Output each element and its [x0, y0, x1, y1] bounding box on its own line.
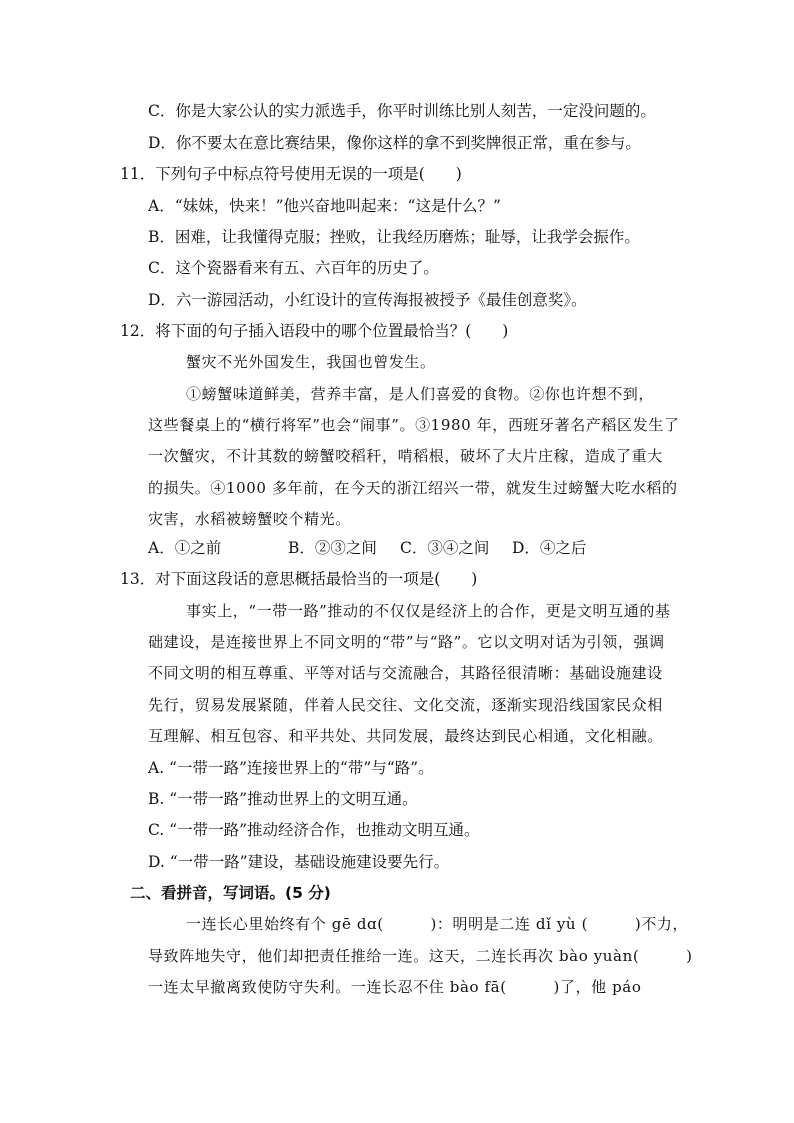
q12-stem: 12．将下面的句子插入语段中的哪个位置最恰当？( ) — [120, 322, 509, 340]
q13-passage-line: 事实上，“一带一路”推动的不仅仅是经济上的合作，更是文明互通的基 — [186, 602, 671, 620]
q12-passage-line: 的损失。④1000 多年前，在今天的浙江绍兴一带，就发生过螃蟹大吃水稻的 — [148, 479, 678, 497]
q11-stem: 11．下列句子中标点符号使用无误的一项是( ) — [120, 165, 462, 183]
q12-insert-sentence: 蟹灾不光外国发生，我国也曾发生。 — [186, 353, 436, 371]
q12-option-a: A．①之前 — [148, 539, 222, 557]
q13-option-d: D. “一带一路”建设，基础设施建设要先行。 — [148, 853, 450, 871]
section2-heading: 二、看拼音，写词语。(5 分) — [130, 884, 331, 902]
q12-passage-line: 一次蟹灾，不计其数的螃蟹咬稻秆，啃稻根，破坏了大片庄稼，造成了重大 — [148, 447, 663, 465]
q11-option-b: B．困难，让我懂得克服；挫败，让我经历磨炼；耻辱，让我学会振作。 — [148, 228, 640, 246]
q13-passage-line: 础建设，是连接世界上不同文明的“带”与“路”。它以文明对话为引领，强调 — [148, 633, 665, 651]
q12-option-c: C．③④之间 — [400, 539, 490, 557]
q10-option-d: D．你不要太在意比赛结果，像你这样的拿不到奖牌很正常，重在参与。 — [148, 134, 641, 152]
q10-option-c: C．你是大家公认的实力派选手，你平时训练比别人刻苦，一定没问题的。 — [148, 102, 656, 120]
q12-option-d: D．④之后 — [512, 539, 587, 557]
q12-passage-line: 这些餐桌上的“横行将军”也会“闹事”。③1980 年，西班牙著名产稻区发生了 — [148, 416, 680, 434]
q11-option-a: A．“妹妹，快来！”他兴奋地叫起来：“这是什么？” — [148, 197, 501, 215]
q12-option-b: B．②③之间 — [288, 539, 377, 557]
section2-line: 一连长心里始终有个 gē dɑ( )：明明是二连 dǐ yù ( )不力， — [186, 915, 689, 933]
q11-option-d: D．六一游园活动，小红设计的宣传海报被授予《最佳创意奖》。 — [148, 291, 587, 309]
q13-option-a: A. “一带一路”连接世界上的“带”与“路”。 — [148, 759, 434, 777]
q11-option-c: C．这个瓷器看来有五、六百年的历史了。 — [148, 259, 439, 277]
q13-option-b: B. “一带一路”推动世界上的文明互通。 — [148, 790, 418, 808]
section2-line: 导致阵地失守，他们却把责任推给一连。这天，二连长再次 bào yuàn( ) — [148, 947, 693, 965]
q12-passage-line: 灾害，水稻被螃蟹咬个精光。 — [148, 510, 351, 528]
q12-passage-line: ①螃蟹味道鲜美，营养丰富，是人们喜爱的食物。②你也许想不到， — [186, 385, 655, 403]
q13-stem: 13．对下面这段话的意思概括最恰当的一项是( ) — [120, 570, 478, 588]
q13-option-c: C. “一带一路”推动经济合作，也推动文明互通。 — [148, 821, 480, 839]
q13-passage-line: 先行，贸易发展紧随，伴着人民交往、文化交流，逐渐实现沿线国家民众相 — [148, 696, 663, 714]
q13-passage-line: 互理解、相互包容、和平共处、共同发展，最终达到民心相通，文化相融。 — [148, 727, 663, 745]
section2-line: 一连太早撤离致使防守失利。一连长忍不住 bào fā( )了，他 páo — [148, 978, 642, 996]
q13-passage-line: 不同文明的相互尊重、平等对话与交流融合，其路径很清晰：基础设施建设 — [148, 664, 663, 682]
